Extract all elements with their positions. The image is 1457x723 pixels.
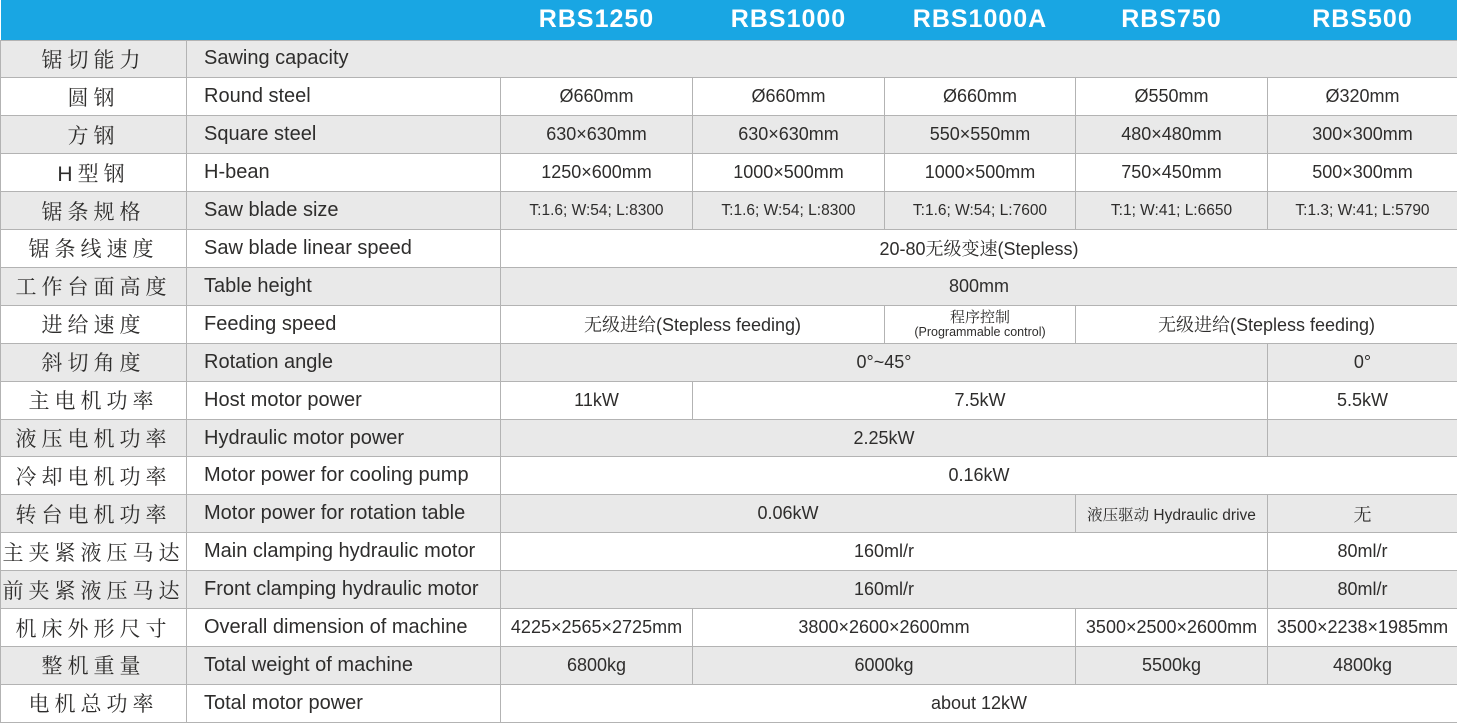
row-label-zh: 进给速度	[1, 305, 187, 343]
table-row	[1, 495, 1457, 533]
row-label-en: Sawing capacity	[187, 40, 1457, 78]
spec-value: 160ml/r	[501, 533, 1268, 571]
row-label-en: H-bean	[187, 154, 501, 192]
table-row	[1, 305, 1457, 343]
spec-value: 3800×2600×2600mm	[693, 609, 1076, 647]
spec-value: 500×300mm	[1268, 154, 1457, 192]
header-spacer	[1, 0, 501, 40]
row-label-zh: 液压电机功率	[1, 419, 187, 457]
row-label-en: Front clamping hydraulic motor	[187, 571, 501, 609]
table-row	[1, 192, 1457, 230]
spec-value: 0.06kW	[501, 495, 1076, 533]
spec-value: 3500×2500×2600mm	[1076, 609, 1268, 647]
spec-value: 1250×600mm	[501, 154, 693, 192]
spec-value: 无	[1268, 495, 1457, 533]
spec-value: Ø550mm	[1076, 78, 1268, 116]
row-label-en: Round steel	[187, 78, 501, 116]
spec-value: 6000kg	[693, 647, 1076, 685]
row-label-zh: 机床外形尺寸	[1, 609, 187, 647]
spec-value: T:1.6; W:54; L:8300	[501, 192, 693, 230]
spec-value: 480×480mm	[1076, 116, 1268, 154]
table-row	[1, 154, 1457, 192]
spec-value: 160ml/r	[501, 571, 1268, 609]
spec-value: 5500kg	[1076, 647, 1268, 685]
row-label-en: Overall dimension of machine	[187, 609, 501, 647]
spec-value: 无级进给(Stepless feeding)	[501, 305, 885, 343]
spec-value: 80ml/r	[1268, 571, 1457, 609]
spec-value: 5.5kW	[1268, 381, 1457, 419]
column-header-rbs1000: RBS1000	[693, 0, 885, 40]
spec-value: 11kW	[501, 381, 693, 419]
row-label-zh: 方钢	[1, 116, 187, 154]
spec-value: 6800kg	[501, 647, 693, 685]
row-label-en: Saw blade size	[187, 192, 501, 230]
row-label-zh: 斜切角度	[1, 343, 187, 381]
row-label-en: Motor power for rotation table	[187, 495, 501, 533]
spec-value: T:1; W:41; L:6650	[1076, 192, 1268, 230]
spec-value: 630×630mm	[501, 116, 693, 154]
row-label-en: Host motor power	[187, 381, 501, 419]
spec-value: T:1.6; W:54; L:7600	[885, 192, 1076, 230]
row-label-en: Table height	[187, 267, 501, 305]
table-row	[1, 419, 1457, 457]
row-label-zh: 锯切能力	[1, 40, 187, 78]
row-label-zh: 电机总功率	[1, 684, 187, 722]
row-label-zh: 主夹紧液压马达	[1, 533, 187, 571]
table-row	[1, 230, 1457, 268]
row-label-zh: 圆钢	[1, 78, 187, 116]
spec-value: 1000×500mm	[885, 154, 1076, 192]
spec-value: 1000×500mm	[693, 154, 885, 192]
row-label-zh: H型钢	[1, 154, 187, 192]
spec-value: 7.5kW	[693, 381, 1268, 419]
row-label-en: Hydraulic motor power	[187, 419, 501, 457]
column-header-rbs1250: RBS1250	[501, 0, 693, 40]
table-row	[1, 381, 1457, 419]
row-label-zh: 前夹紧液压马达	[1, 571, 187, 609]
row-label-zh: 主电机功率	[1, 381, 187, 419]
spec-value: 0.16kW	[501, 457, 1457, 495]
spec-value: 4800kg	[1268, 647, 1457, 685]
row-label-zh: 工作台面高度	[1, 267, 187, 305]
spec-value: T:1.3; W:41; L:5790	[1268, 192, 1457, 230]
spec-value: Ø320mm	[1268, 78, 1457, 116]
table-row	[1, 609, 1457, 647]
row-label-en: Square steel	[187, 116, 501, 154]
spec-value: Ø660mm	[693, 78, 885, 116]
spec-value: 3500×2238×1985mm	[1268, 609, 1457, 647]
row-label-en: Main clamping hydraulic motor	[187, 533, 501, 571]
spec-value: 750×450mm	[1076, 154, 1268, 192]
table-row	[1, 684, 1457, 722]
spec-value: 液压驱动 Hydraulic drive	[1076, 495, 1268, 533]
spec-value-line1: 程序控制	[949, 308, 1010, 326]
table-row	[1, 457, 1457, 495]
row-label-en: Total weight of machine	[187, 647, 501, 685]
spec-value	[885, 305, 1076, 343]
spec-value: 300×300mm	[1268, 116, 1457, 154]
section-row	[1, 40, 1457, 78]
spec-value: Ø660mm	[501, 78, 693, 116]
table-row	[1, 78, 1457, 116]
row-label-zh: 冷却电机功率	[1, 457, 187, 495]
spec-value: T:1.6; W:54; L:8300	[693, 192, 885, 230]
row-label-en: Feeding speed	[187, 305, 501, 343]
spec-value: about 12kW	[501, 684, 1457, 722]
spec-value: 2.25kW	[501, 419, 1268, 457]
row-label-zh: 整机重量	[1, 647, 187, 685]
column-header-rbs500: RBS500	[1268, 0, 1457, 40]
table-row	[1, 116, 1457, 154]
table-row	[1, 267, 1457, 305]
column-header-rbs1000a: RBS1000A	[885, 0, 1076, 40]
spec-value: 0°	[1268, 343, 1457, 381]
table-row	[1, 571, 1457, 609]
header-row	[1, 0, 1457, 40]
spec-value: 4225×2565×2725mm	[501, 609, 693, 647]
spec-value: 630×630mm	[693, 116, 885, 154]
row-label-zh: 锯条线速度	[1, 230, 187, 268]
spec-value: 800mm	[501, 267, 1457, 305]
table-row	[1, 343, 1457, 381]
table-row	[1, 647, 1457, 685]
spec-value: 550×550mm	[885, 116, 1076, 154]
row-label-en: Saw blade linear speed	[187, 230, 501, 268]
table-row	[1, 533, 1457, 571]
spec-value: 0°~45°	[501, 343, 1268, 381]
spec-value: 20-80无级变速(Stepless)	[501, 230, 1457, 268]
row-label-en: Total motor power	[187, 684, 501, 722]
row-label-zh: 转台电机功率	[1, 495, 187, 533]
column-header-rbs750: RBS750	[1076, 0, 1268, 40]
spec-value: 80ml/r	[1268, 533, 1457, 571]
table-body	[1, 40, 1457, 723]
spec-value: 无级进给(Stepless feeding)	[1076, 305, 1457, 343]
spec-value-line2: (Programmable control)	[914, 325, 1046, 340]
row-label-en: Rotation angle	[187, 343, 501, 381]
spec-value: Ø660mm	[885, 78, 1076, 116]
row-label-en: Motor power for cooling pump	[187, 457, 501, 495]
spec-value	[1268, 419, 1457, 457]
row-label-zh: 锯条规格	[1, 192, 187, 230]
table-header	[1, 0, 1457, 40]
